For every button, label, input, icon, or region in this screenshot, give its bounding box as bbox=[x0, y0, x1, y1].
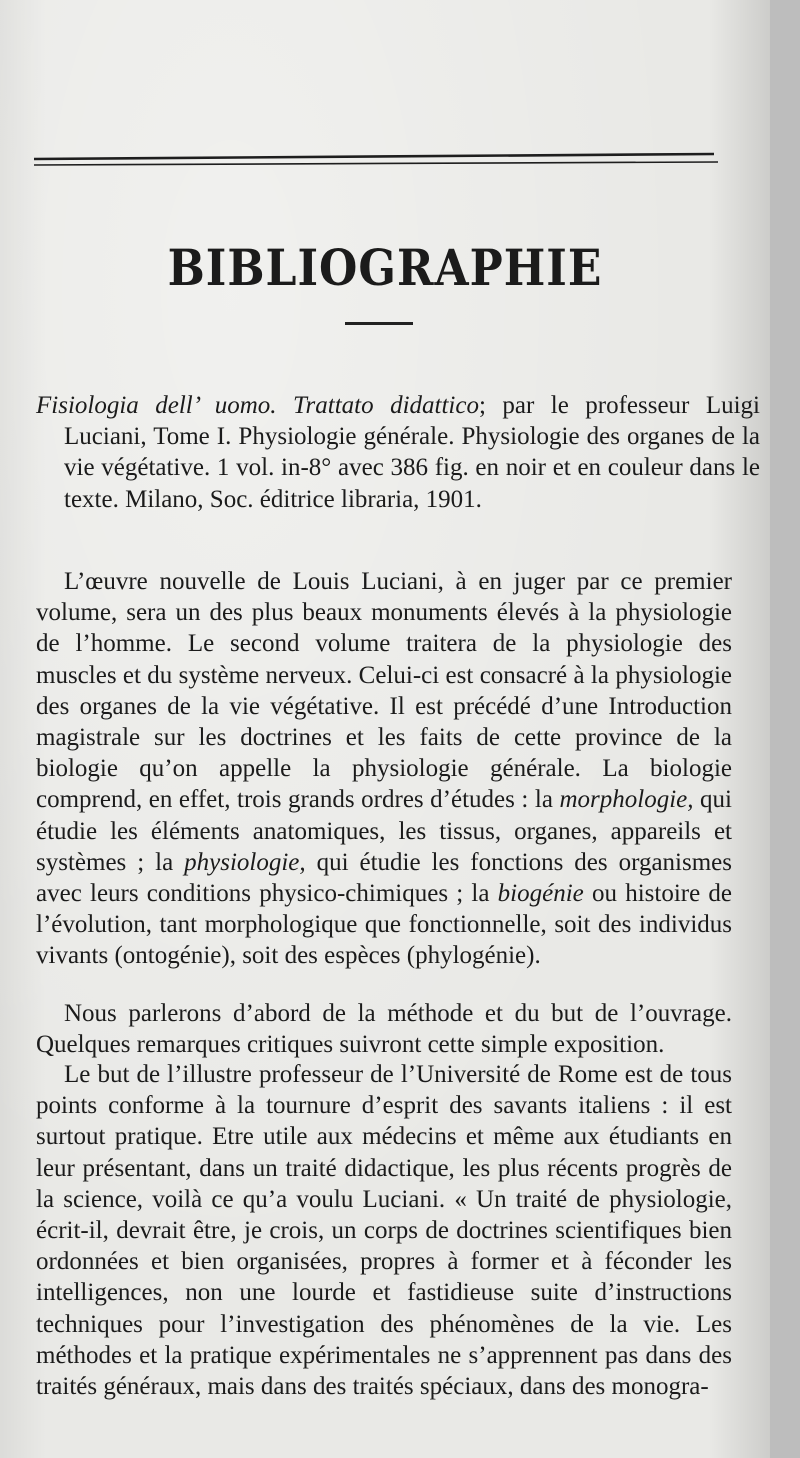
bibliographic-citation bbox=[36, 390, 760, 515]
double-rule-graphic bbox=[34, 150, 724, 174]
header-double-rule bbox=[34, 150, 724, 174]
paragraph-1-part-d: ou histoire de l’évolution, tant morphologique que fonctionnelle, soit des individus vivants (ontogénie), soit des espèces (phylogénie). bbox=[36, 880, 732, 970]
paragraph-1-part-b: qui étudie les éléments anatomiques, les tissus, organes, appareils et systèmes ; la bbox=[36, 786, 732, 876]
term-physiologie: physiologie, bbox=[184, 848, 306, 876]
paragraph-2: Nous parlerons d’abord de la méthode et du but de l’ouvrage. Quelques remarques critiques suivront cette simple exposition. bbox=[36, 1000, 732, 1059]
paragraph-1-part-a: L’œuvre nouvelle de Louis Luciani, à en juger par ce premier volume, sera un des plus beaux monuments élevés à la physiologie de l’homme. Le second volume traitera de la physiologie des muscles et du système nerveux. Celui-ci est consacré à la physiologie des organes de la vie végétative. Il est précédé d’une Introduction magistrale sur les doctrines et les faits de cette province de la biologie qu’on appelle la physiologie générale. La biologie comprend, en effet, trois grands ordres d’études : la bbox=[36, 568, 732, 814]
paragraph-3: Le but de l’illustre professeur de l’Université de Rome est de tous points conforme à la tournure d’esprit des savants italiens : il est surtout pratique. Etre utile aux médecins et même aux étudiants en leur présentant, dans un traité didactique, les plus récents progrès de la science, voilà ce qu’a voulu Luciani. « Un traité de physiologie, écrit-il, devrait être, je crois, un corps de doctrines scientifiques bien ordonnées et bien organisées, propres à former et à féconder les intelligences, non une lourde et fastidieuse suite d’instructions techniques pour l’investigation des phénomènes de la vie. Les méthodes et la pratique expérimentales ne s’apprennent pas dans des traités généraux, mais dans des traités spéciaux, dans des monogra- bbox=[36, 1061, 732, 1401]
paragraph-1-part-c: qui étudie les fonctions des organismes avec leurs conditions physico-chimiques ; la bbox=[36, 848, 732, 908]
paragraph-1 bbox=[36, 566, 732, 972]
term-morphologie: morphologie, bbox=[559, 786, 694, 814]
citation-details: ; par le professeur Luigi Luciani, Tome I. Physiologie générale. Physiologie des organes de la vie végétative. 1 vol. in-8° avec 386 fig. en noir et en couleur dans le texte. Milano, Soc. éditrice libraria, 1901. bbox=[64, 392, 760, 513]
section-title: BIBLIOGRAPHIE bbox=[167, 240, 603, 298]
title-underline bbox=[345, 322, 413, 325]
term-biogenie: biogénie bbox=[497, 880, 584, 908]
work-title: Fisiologia dell’ uomo. Trattato didattico bbox=[36, 392, 479, 419]
